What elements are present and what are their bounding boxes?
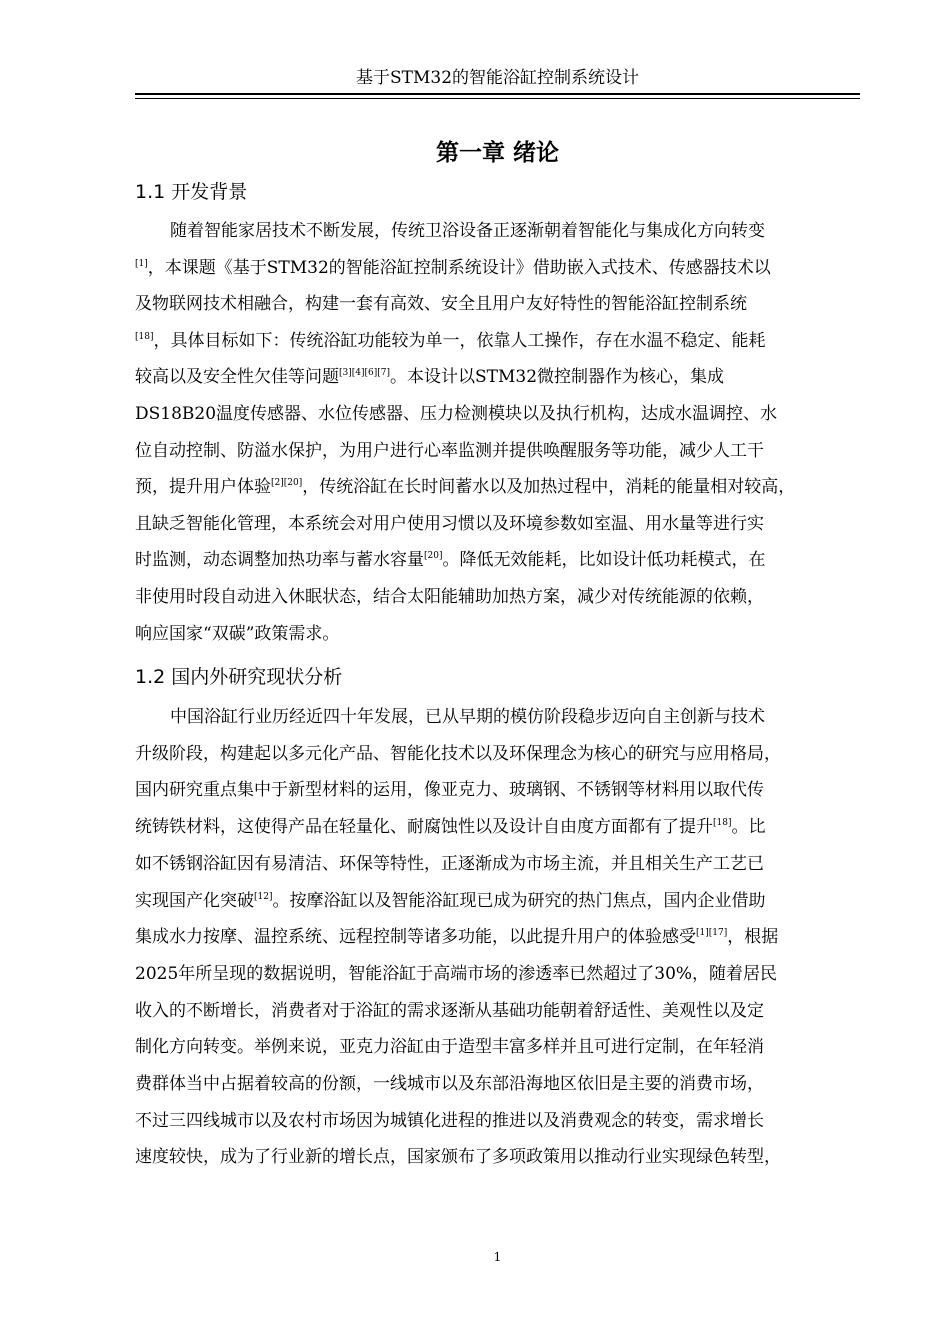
- text-run: 集成水力按摩、温控系统、远程控制等诸多功能，以此提升用户的体验感受: [135, 927, 696, 948]
- text-run: DS18B20温度传感器、水位传感器、压力检测模块以及执行机构，达成水温调控、水: [135, 404, 778, 424]
- page-number: 1: [493, 1250, 502, 1264]
- paragraph-line: [135, 925, 778, 949]
- text-run: 且缺乏智能化管理，本系统会对用户使用习惯以及环境参数如室温、用水量等进行实: [135, 513, 764, 534]
- text-run: 制化方向转变。举例来说，亚克力浴缸由于造型丰富多样并且可进行定制，在年轻消: [135, 1037, 764, 1058]
- section-heading-1-1: 1.1 开发背景: [135, 181, 248, 203]
- paragraph-line: [135, 622, 339, 646]
- text-run: 及物联网技术相融合，构建一套有高效、安全且用户友好特性的智能浴缸控制系统: [135, 294, 747, 315]
- chapter-title: 第一章 绪论: [435, 140, 559, 166]
- paragraph-line: [135, 585, 764, 609]
- paragraph-line: [135, 256, 771, 280]
- paragraph-line: [135, 1109, 764, 1133]
- paragraph-line: [170, 219, 765, 243]
- text-run: 。降低无效能耗，比如设计低功耗模式，在: [442, 550, 766, 571]
- citation-ref: [1]: [135, 258, 148, 269]
- citation-ref: [3][4][6][7]: [339, 368, 390, 379]
- paragraph-line: [170, 705, 765, 729]
- text-run: ，根据: [727, 927, 779, 948]
- paragraph-line: [135, 1035, 764, 1059]
- text-run: 。比: [731, 817, 766, 838]
- citation-ref: [2][20]: [271, 478, 303, 489]
- text-run: 国内研究重点集中于新型材料的运用，像亚克力、玻璃钢、不锈钢等材料用以取代传: [135, 780, 764, 801]
- text-run: 费群体当中占据着较高的份额，一线城市以及东部沿海地区依旧是主要的消费市场，: [135, 1074, 764, 1094]
- paragraph-line: [135, 329, 765, 353]
- text-run: 实现国产化突破: [135, 890, 254, 911]
- paragraph-line: [135, 1072, 764, 1096]
- paragraph-line: [135, 512, 764, 536]
- paragraph-line: [135, 292, 747, 316]
- text-run: 。按摩浴缸以及智能浴缸现已成为研究的热门焦点，国内企业借助: [272, 890, 766, 911]
- text-run: ，具体目标如下：传统浴缸功能较为单一，依靠人工操作，存在水温不稳定、能耗: [153, 330, 766, 351]
- paragraph-line: [135, 815, 765, 839]
- running-header-title: 基于STM32的智能浴缸控制系统设计: [355, 68, 640, 88]
- paragraph-line: [135, 475, 795, 499]
- text-run: 。本设计以STM32微控制器作为核心，集成: [390, 367, 725, 388]
- text-run: 中国浴缸行业历经近四十年发展，已从早期的模仿阶段稳步迈向自主创新与技术: [170, 707, 765, 727]
- text-run: ，本课题《基于STM32的智能浴缸控制系统设计》借助嵌入式技术、传感器技术以: [147, 257, 771, 278]
- paragraph-line: [135, 962, 777, 986]
- citation-ref: [12]: [254, 891, 273, 902]
- header-rule-thick: [135, 93, 860, 95]
- citation-ref: [1][17]: [696, 928, 728, 939]
- paragraph-line: [135, 852, 764, 876]
- paragraph-line: [135, 742, 781, 766]
- paragraph-line: [135, 365, 724, 389]
- text-run: 响应国家“双碳”政策需求。: [135, 623, 340, 644]
- text-run: 时监测，动态调整加热功率与蓄水容量: [135, 550, 424, 571]
- paragraph-line: [135, 402, 777, 426]
- citation-ref: [18]: [713, 818, 732, 829]
- section-heading-1-2: 1.2 国内外研究现状分析: [135, 666, 343, 688]
- paragraph-line: [135, 999, 764, 1023]
- text-run: 非使用时段自动进入休眠状态，结合太阳能辅助加热方案，减少对传统能源的依赖，: [135, 587, 764, 607]
- text-run: 统铸铁材料，这使得产品在轻量化、耐腐蚀性以及设计自由度方面都有了提升: [135, 817, 713, 838]
- text-run: 较高以及安全性欠佳等问题: [135, 367, 339, 388]
- text-run: 不过三四线城市以及农村市场因为城镇化进程的推进以及消费观念的转变，需求增长: [135, 1110, 764, 1131]
- citation-ref: [20]: [424, 551, 443, 562]
- text-run: 速度较快，成为了行业新的增长点，国家颁布了多项政策用以推动行业实现绿色转型，: [135, 1147, 781, 1168]
- text-run: 2025年所呈现的数据说明，智能浴缸于高端市场的渗透率已然超过了30%，随着居民: [135, 963, 778, 984]
- citation-ref: [18]: [135, 331, 154, 342]
- paragraph-line: [135, 778, 764, 802]
- text-run: 位自动控制、防溢水保护，为用户进行心率监测并提供唤醒服务等功能，减少人工干: [135, 440, 764, 461]
- text-run: 升级阶段，构建起以多元化产品、智能化技术以及环保理念为核心的研究与应用格局，: [135, 743, 781, 764]
- paragraph-line: [135, 548, 765, 572]
- text-run: 预，提升用户体验: [135, 477, 271, 498]
- text-run: 收入的不断增长，消费者对于浴缸的需求逐渐从基础功能朝着舒适性、美观性以及定: [135, 1000, 764, 1021]
- text-run: 如不锈钢浴缸因有易清洁、环保等特性，正逐渐成为市场主流，并且相关生产工艺已: [135, 853, 764, 874]
- text-run: ，传统浴缸在长时间蓄水以及加热过程中，消耗的能量相对较高，: [302, 477, 796, 498]
- paragraph-line: [135, 1145, 781, 1169]
- paragraph-line: [135, 889, 765, 913]
- paragraph-line: [135, 439, 764, 463]
- text-run: 随着智能家居技术不断发展，传统卫浴设备正逐渐朝着智能化与集成化方向转变: [170, 221, 765, 241]
- header-rule-thin: [135, 98, 860, 99]
